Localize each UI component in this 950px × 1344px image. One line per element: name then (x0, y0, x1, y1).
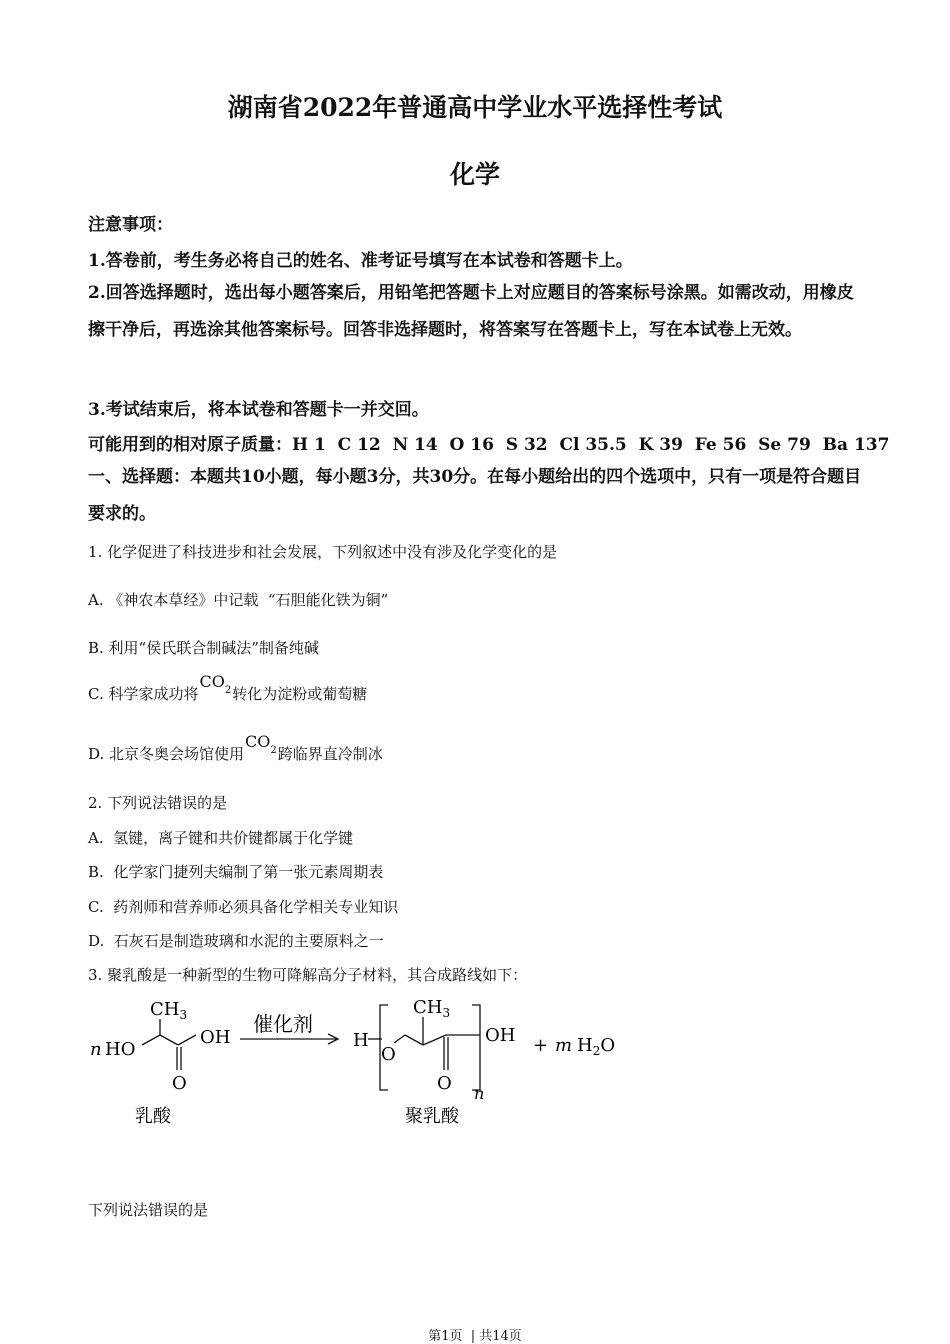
lactic-acid-label: 乳酸 (135, 1106, 171, 1127)
notice-item-3: 3.考试结束后，将本试卷和答题卡一并交回。 (88, 400, 429, 420)
notice-heading: 注意事项： (88, 215, 173, 235)
co2-formula: $CO_2$ (245, 732, 277, 757)
terminal-hydrogen: H (353, 1030, 369, 1051)
polylactic-acid-label: 聚乳酸 (405, 1106, 459, 1127)
option-d-prefix: D. 北京冬奥会场馆使用 (88, 745, 245, 763)
question-1-option-a: A. 《神农本草经》中记载 “石胆能化铁为铜” (88, 591, 389, 609)
notice-item-2: 2.回答选择题时，选出每小题答案后，用铅笔把答题卡上对应题目的答案标号涂黑。如需改动，用橡皮擦干净后，再选涂其他答案标号。回答非选择题时，将答案写在答题卡上，写在本试卷上无效。 (88, 283, 854, 340)
question-3-followup: 下列说法错误的是 (88, 1201, 209, 1219)
co2-formula: $CO_2$ (199, 672, 232, 697)
water-formula: $H_2O$ (577, 1035, 616, 1058)
carboxyl-oh: OH (200, 1027, 231, 1048)
notice-item-1: 1.答卷前，考生务必将自己的姓名、准考证号填写在本试卷和答题卡上。 (88, 251, 633, 271)
option-d-suffix: 跨临界直冷制冰 (277, 745, 383, 763)
ester-oxygen: O (381, 1044, 396, 1065)
subject-title: 化学 (449, 160, 500, 189)
repeat-unit-n: n (474, 1084, 485, 1103)
option-c-suffix: 转化为淀粉或葡萄糖 (232, 685, 368, 703)
mole-coefficient-m: m (555, 1035, 573, 1056)
hydroxyl-ho: HO (105, 1039, 136, 1060)
question-2-option-a: A. 氢键，离子键和共价键都属于化学键 (88, 829, 354, 847)
mole-coefficient-n: n (90, 1039, 102, 1060)
polymer-carbonyl-oxygen: O (437, 1073, 452, 1094)
catalyst-label: 催化剂 (253, 1012, 313, 1036)
question-2-stem: 2. 下列说法错误的是 (88, 794, 228, 812)
question-1-option-b: B. 利用“侯氏联合制碱法”制备纯碱 (88, 639, 319, 657)
question-2-option-d: D. 石灰石是制造玻璃和水泥的主要原料之一 (88, 932, 384, 950)
question-1-stem: 1. 化学促进了科技进步和社会发展，下列叙述中没有涉及化学变化的是 (88, 543, 558, 561)
section-1-intro: 一、选择题：本题共10小题，每小题3分，共30分。在每小题给出的四个选项中，只有一项是符合题目要求的。 (88, 467, 862, 524)
atomic-masses: 可能用到的相对原子质量：H 1 C 12 N 14 O 16 S 32 Cl 35.5 K 39 Fe 56 Se 79 Ba 137 (88, 435, 890, 455)
methyl-ch: $CH_3$ (150, 999, 188, 1022)
plus-sign: + (533, 1035, 549, 1056)
carbonyl-oxygen: O (172, 1073, 187, 1094)
exam-title: 湖南省2022年普通高中学业水平选择性考试 (227, 93, 723, 122)
page-footer: 第1页 | 共14页 (428, 1329, 522, 1344)
polylactic-acid-synthesis-scheme (80, 995, 640, 1135)
question-2-option-c: C. 药剂师和营养师必须具备化学相关专业知识 (88, 898, 399, 916)
question-1-option-d (88, 732, 383, 766)
option-c-prefix: C. 科学家成功将 (88, 685, 199, 703)
polymer-end-oh: OH (485, 1025, 516, 1046)
question-2-option-b: B. 化学家门捷列夫编制了第一张元素周期表 (88, 863, 384, 881)
question-1-option-c (88, 672, 368, 706)
polymer-methyl-ch: $CH_3$ (413, 997, 451, 1020)
question-3-stem: 3. 聚乳酸是一种新型的生物可降解高分子材料，其合成路线如下： (88, 966, 528, 984)
